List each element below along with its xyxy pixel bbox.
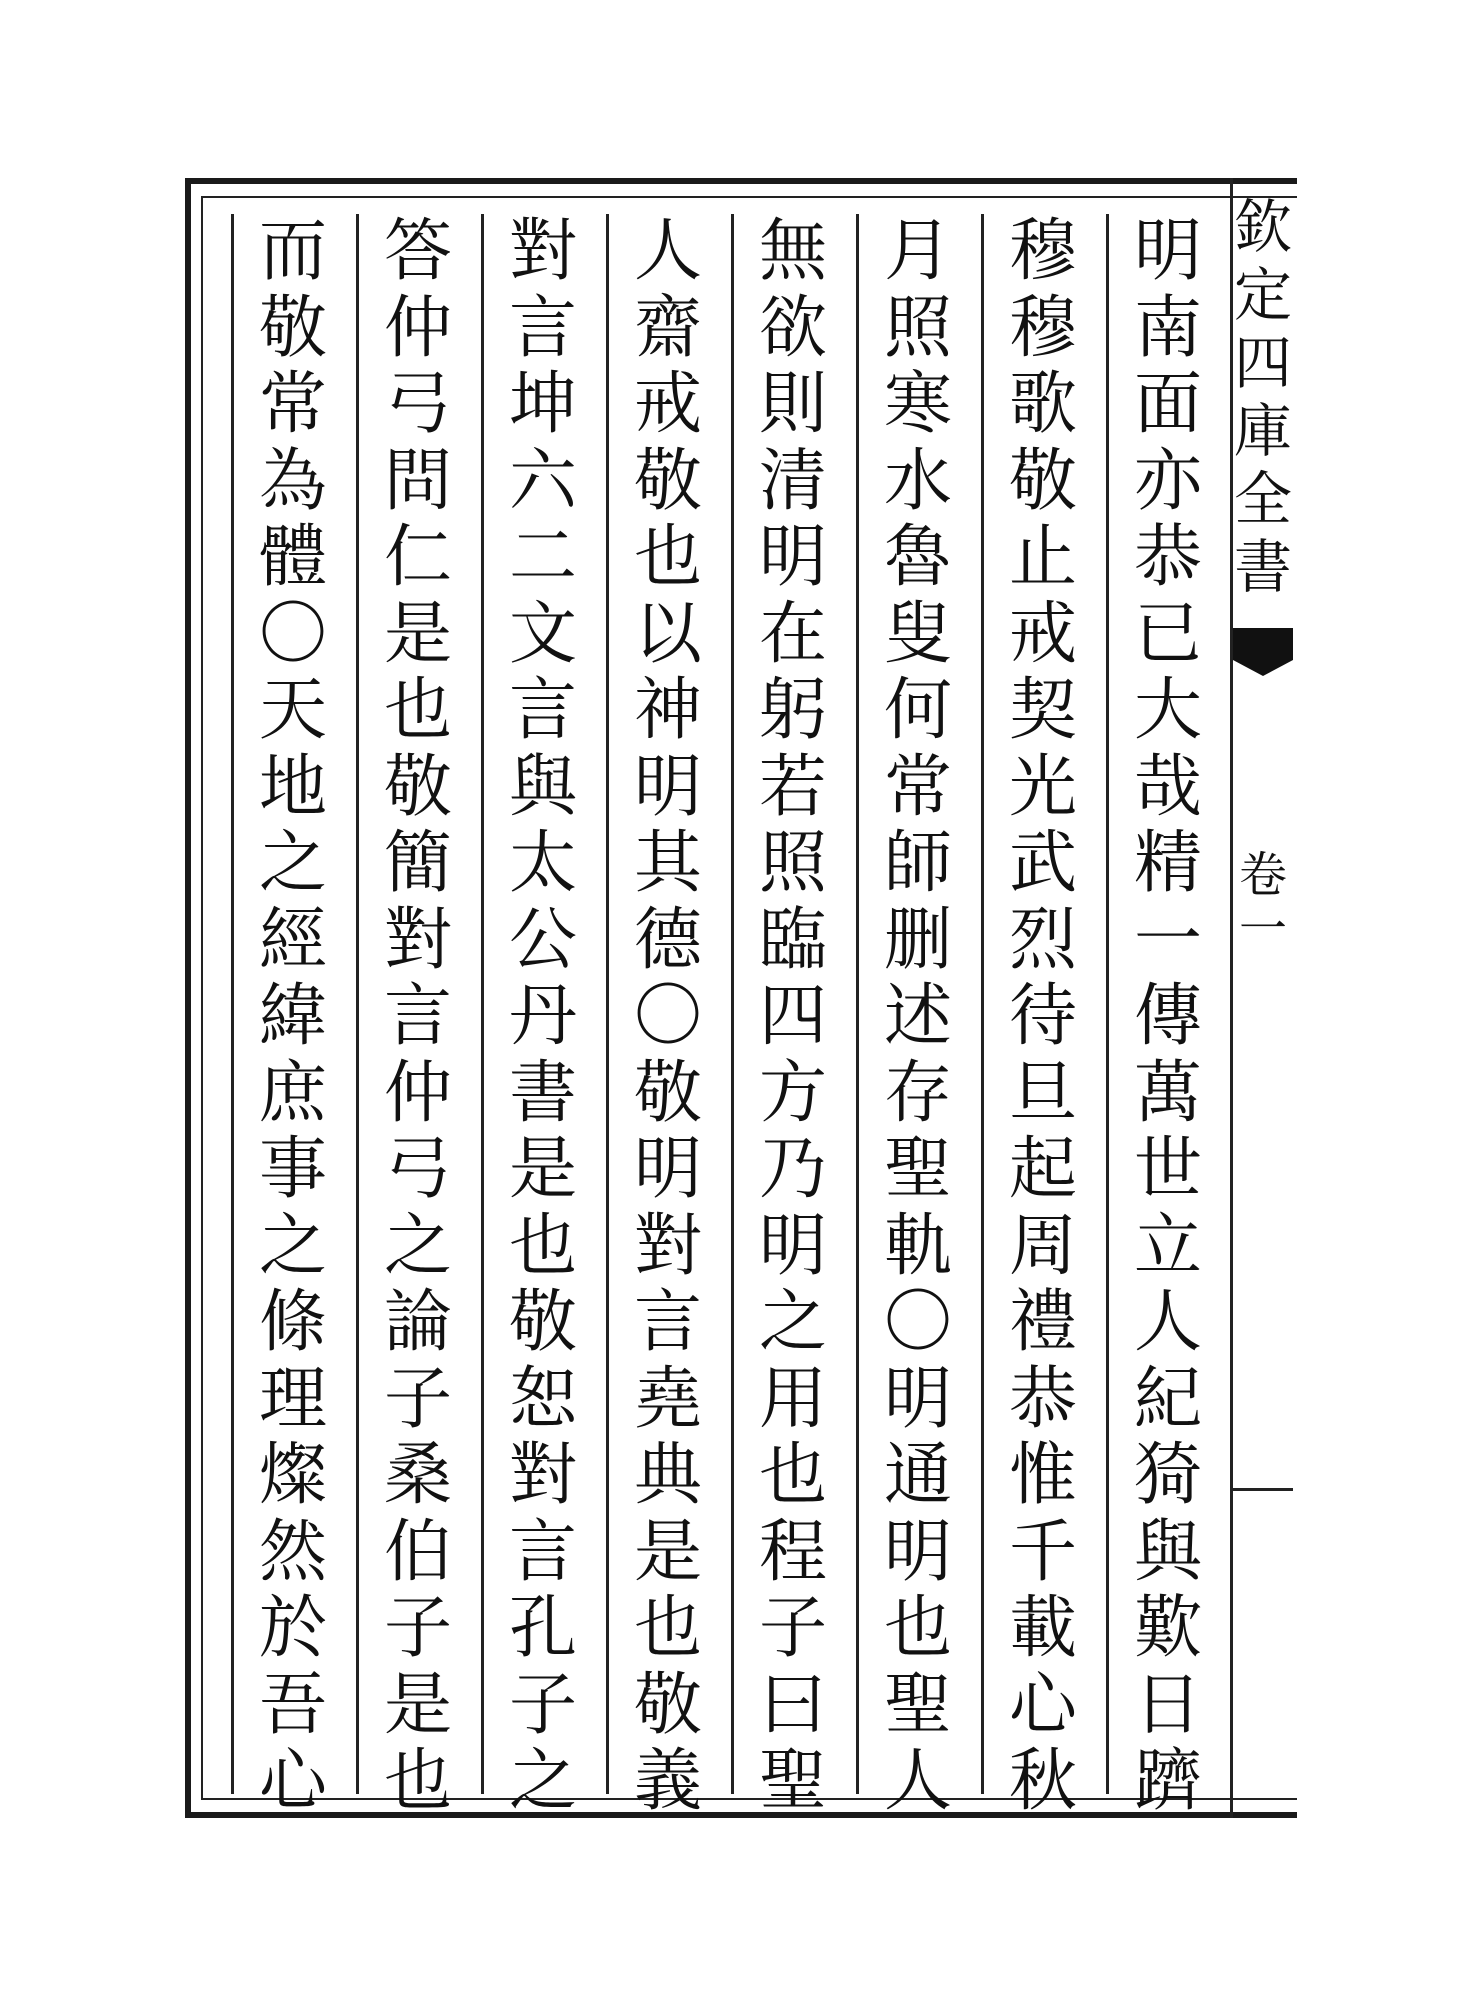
text-char: 子 [383, 1589, 452, 1668]
text-char: 條 [258, 1283, 327, 1362]
text-char: 庶 [258, 1053, 327, 1133]
text-char: 常 [258, 365, 327, 444]
text-char: 面 [1133, 365, 1202, 444]
juan-char: 卷 [1238, 847, 1287, 903]
text-column [493, 212, 593, 1821]
text-char: 吾 [258, 1665, 327, 1745]
document-page [185, 178, 1297, 1821]
text-char: 烈 [1008, 900, 1077, 980]
text-char: 萬 [1133, 1053, 1202, 1133]
text-char: 弓 [383, 1130, 452, 1209]
text-char: 仲 [383, 288, 452, 368]
text-char: 師 [883, 824, 952, 903]
text-char: 存 [883, 1053, 952, 1133]
text-char: 典 [633, 1436, 702, 1515]
text-char: 堯 [633, 1359, 702, 1439]
text-char: 為 [258, 441, 327, 521]
text-char: 大 [1133, 671, 1202, 750]
text-char: 對 [508, 212, 577, 291]
text-char: 穆 [1008, 212, 1077, 291]
text-char: 契 [1008, 671, 1077, 750]
text-char: 經 [258, 900, 327, 980]
text-char: 欲 [758, 288, 827, 368]
text-char: 歎 [1133, 1589, 1202, 1668]
text-char: 敬 [633, 1665, 702, 1745]
text-char: 對 [508, 1436, 577, 1515]
text-char: 〇 [633, 977, 702, 1056]
text-char: 照 [758, 824, 827, 903]
text-char: 亦 [1133, 441, 1202, 521]
text-char: 子 [508, 1665, 577, 1745]
text-column [243, 212, 343, 1821]
text-char: 臨 [758, 900, 827, 980]
column-rule [731, 214, 734, 1794]
text-char: 敬 [508, 1283, 577, 1362]
text-char: 則 [758, 365, 827, 444]
text-char: 以 [633, 594, 702, 674]
text-char: 恕 [508, 1359, 577, 1439]
text-char: 惟 [1008, 1436, 1077, 1515]
text-char: 千 [1008, 1512, 1077, 1592]
text-char: 其 [633, 824, 702, 903]
title-char: 定 [1233, 261, 1292, 329]
text-char: 叟 [883, 594, 952, 674]
text-char: 傳 [1133, 977, 1202, 1056]
text-char: 魯 [883, 518, 952, 597]
text-char: 桑 [383, 1436, 452, 1515]
text-char: 文 [508, 594, 577, 674]
text-char: 躋 [1133, 1742, 1202, 1821]
text-char: 敬 [633, 1053, 702, 1133]
text-char: 答 [383, 212, 452, 291]
text-char: 坤 [508, 365, 577, 444]
text-char: 也 [758, 1436, 827, 1515]
text-char: 之 [258, 824, 327, 903]
fish-tail-mark [1233, 628, 1293, 660]
text-char: 心 [258, 1742, 327, 1821]
text-char: 紀 [1133, 1359, 1202, 1439]
text-char: 曰 [758, 1665, 827, 1745]
text-char: 無 [758, 212, 827, 291]
text-char: 若 [758, 747, 827, 827]
text-char: 聖 [883, 1665, 952, 1745]
text-char: 言 [508, 671, 577, 750]
text-char: 明 [758, 1206, 827, 1286]
text-char: 然 [258, 1512, 327, 1592]
text-char: 水 [883, 441, 952, 521]
text-char: 人 [883, 1742, 952, 1821]
text-char: 起 [1008, 1130, 1077, 1209]
text-char: 子 [383, 1359, 452, 1439]
column-rule [481, 214, 484, 1794]
text-char: 緯 [258, 977, 327, 1056]
text-char: 敬 [258, 288, 327, 368]
text-char: 也 [383, 671, 452, 750]
text-char: 戒 [633, 365, 702, 444]
text-char: 南 [1133, 288, 1202, 368]
text-column [1118, 212, 1218, 1821]
text-char: 也 [883, 1589, 952, 1668]
title-char: 全 [1233, 465, 1292, 533]
text-char: 之 [258, 1206, 327, 1286]
text-char: 明 [758, 518, 827, 597]
text-char: 躬 [758, 671, 827, 750]
text-char: 丹 [508, 977, 577, 1056]
text-char: 敬 [1008, 441, 1077, 521]
text-char: 公 [508, 900, 577, 980]
text-char: 禮 [1008, 1283, 1077, 1362]
text-char: 地 [258, 747, 327, 827]
text-char: 載 [1008, 1589, 1077, 1668]
title-char: 書 [1233, 533, 1292, 601]
text-char: 問 [383, 441, 452, 521]
text-char: 敬 [633, 441, 702, 521]
text-char: 義 [633, 1742, 702, 1821]
text-char: 心 [1008, 1665, 1077, 1745]
text-char: 〇 [883, 1283, 952, 1362]
text-column [868, 212, 968, 1821]
text-char: 光 [1008, 747, 1077, 827]
text-char: 聖 [758, 1742, 827, 1821]
column-rule [606, 214, 609, 1794]
text-char: 人 [1133, 1283, 1202, 1362]
text-char: 旦 [1008, 1053, 1077, 1133]
text-char: 是 [383, 1665, 452, 1745]
text-char: 德 [633, 900, 702, 980]
text-char: 仲 [383, 1053, 452, 1133]
text-column [618, 212, 718, 1821]
text-char: 敬 [383, 747, 452, 827]
text-char: 與 [1133, 1512, 1202, 1592]
text-char: 日 [1133, 1665, 1202, 1745]
text-char: 言 [508, 288, 577, 368]
column-rule [1106, 214, 1109, 1794]
text-char: 弓 [383, 365, 452, 444]
text-char: 戒 [1008, 594, 1077, 674]
text-char: 恭 [1008, 1359, 1077, 1439]
text-char: 言 [508, 1512, 577, 1592]
text-column [368, 212, 468, 1821]
text-char: 一 [1133, 900, 1202, 980]
title-char: 庫 [1233, 397, 1292, 465]
text-char: 人 [633, 212, 702, 291]
text-char: 寒 [883, 365, 952, 444]
text-char: 明 [1133, 212, 1202, 291]
column-rule [981, 214, 984, 1794]
page-margin [1230, 178, 1290, 1818]
text-char: 六 [508, 441, 577, 521]
column-rule [231, 214, 234, 1794]
text-char: 方 [758, 1053, 827, 1133]
text-char: 對 [383, 900, 452, 980]
text-char: 猗 [1133, 1436, 1202, 1515]
text-char: 孔 [508, 1589, 577, 1668]
text-char: 周 [1008, 1206, 1077, 1286]
text-char: 對 [633, 1206, 702, 1286]
text-char: 精 [1133, 824, 1202, 903]
text-char: 清 [758, 441, 827, 521]
juan-char: 一 [1238, 901, 1287, 957]
text-char: 仁 [383, 518, 452, 597]
text-char: 也 [633, 1589, 702, 1668]
column-rule [356, 214, 359, 1794]
text-char: 常 [883, 747, 952, 827]
column-rule [856, 214, 859, 1794]
text-char: 之 [758, 1283, 827, 1362]
text-char: 通 [883, 1436, 952, 1515]
text-char: 也 [508, 1206, 577, 1286]
text-char: 論 [383, 1283, 452, 1362]
text-char: 是 [508, 1130, 577, 1209]
text-char: 二 [508, 518, 577, 597]
text-char: 伯 [383, 1512, 452, 1592]
text-char: 是 [383, 594, 452, 674]
text-char: 與 [508, 747, 577, 827]
text-char: 軌 [883, 1206, 952, 1286]
text-char: 乃 [758, 1130, 827, 1209]
text-char: 在 [758, 594, 827, 674]
text-char: 歌 [1008, 365, 1077, 444]
text-column [993, 212, 1093, 1821]
text-char: 也 [633, 518, 702, 597]
text-char: 何 [883, 671, 952, 750]
text-char: 太 [508, 824, 577, 903]
text-char: 立 [1133, 1206, 1202, 1286]
text-char: 已 [1133, 594, 1202, 674]
text-char: 止 [1008, 518, 1077, 597]
text-char: 用 [758, 1359, 827, 1439]
text-char: 程 [758, 1512, 827, 1592]
text-char: 也 [383, 1742, 452, 1821]
text-char: 理 [258, 1359, 327, 1439]
text-char: 書 [508, 1053, 577, 1133]
text-char: 齋 [633, 288, 702, 368]
text-column [743, 212, 843, 1821]
text-char: 穆 [1008, 288, 1077, 368]
text-char: 秋 [1008, 1742, 1077, 1821]
text-char: 之 [383, 1206, 452, 1286]
text-char: 明 [883, 1512, 952, 1592]
text-char: 言 [383, 977, 452, 1056]
title-char: 四 [1233, 329, 1292, 397]
text-char: 待 [1008, 977, 1077, 1056]
text-char: 〇 [258, 594, 327, 674]
title-char: 欽 [1233, 193, 1292, 261]
text-char: 月 [883, 212, 952, 291]
text-char: 天 [258, 671, 327, 750]
text-char: 言 [633, 1283, 702, 1362]
volume-label [1233, 848, 1293, 956]
text-char: 燦 [258, 1436, 327, 1515]
text-char: 明 [883, 1359, 952, 1439]
text-char: 子 [758, 1589, 827, 1668]
margin-rule [1233, 1488, 1293, 1491]
text-char: 是 [633, 1512, 702, 1592]
text-char: 四 [758, 977, 827, 1056]
text-char: 之 [508, 1742, 577, 1821]
book-title [1233, 193, 1293, 601]
text-char: 哉 [1133, 747, 1202, 827]
text-char: 事 [258, 1130, 327, 1209]
text-char: 恭 [1133, 518, 1202, 597]
text-char: 於 [258, 1589, 327, 1668]
text-char: 神 [633, 671, 702, 750]
text-char: 而 [258, 212, 327, 291]
text-char: 體 [258, 518, 327, 597]
text-char: 删 [883, 900, 952, 980]
text-char: 武 [1008, 824, 1077, 903]
text-char: 明 [633, 1130, 702, 1209]
text-char: 世 [1133, 1130, 1202, 1209]
text-char: 明 [633, 747, 702, 827]
text-char: 照 [883, 288, 952, 368]
text-char: 聖 [883, 1130, 952, 1209]
text-char: 簡 [383, 824, 452, 903]
text-char: 述 [883, 977, 952, 1056]
